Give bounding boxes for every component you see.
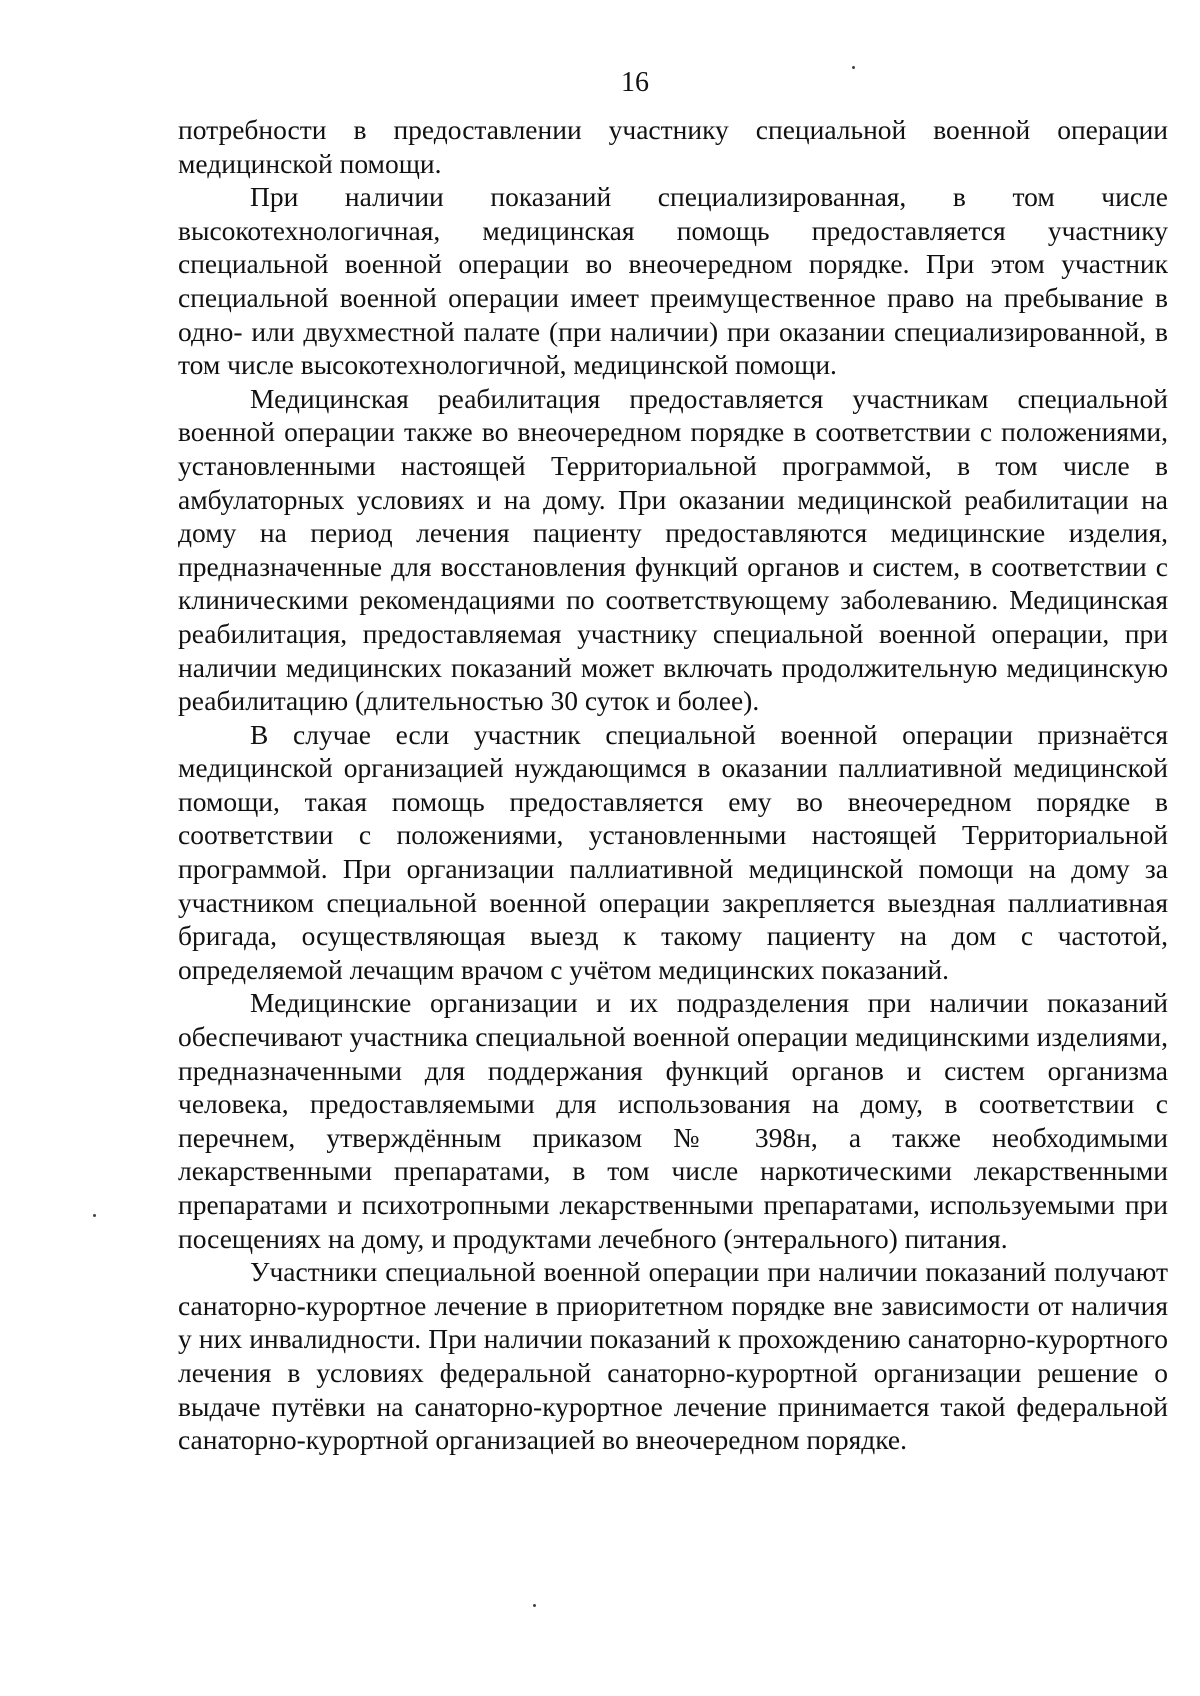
paragraph-medical-devices: Медицинские организации и их подразделения при наличии показаний обеспечивают участника специальной военной операции медицинскими изделиями, предназначенными для поддержания функций органов и систем организма человека, предоставляемыми для использования на дому, в соответствии с перечнем, утверждённым приказом № 398н, а также необходимыми лекарственными препаратами, в том числе наркотическими лекарственными препаратами и психотропными лекарственными препаратами, используемыми при посещениях на дому, и продуктами лечебного (энтерального) питания. [178,987,1168,1254]
paragraph-specialized-care: При наличии показаний специализированная, в том числе высокотехнологичная, медицинская помощь предоставляется участнику специальной военной операции во внеочередном порядке. При этом участник специальной военной операции имеет преимущественное право на пребывание в одно- или двухместной палате (при наличии) при оказании специализированной, в том числе высокотехнологичной, медицинской помощи. [178,181,1168,381]
paragraph-sanatorium-treatment: Участники специальной военной операции при наличии показаний получают санаторно-курортное лечение в приоритетном порядке вне зависимости от наличия у них инвалидности. При наличии показаний к прохождению санаторно-курортного лечения в условиях федеральной санаторно-курортной организации решение о выдаче путёвки на санаторно-курортное лечение принимается такой федеральной санаторно-курортной организацией во внеочередном порядке. [178,1256,1168,1456]
paragraph-palliative-care: В случае если участник специальной военной операции признаётся медицинской организацией нуждающимся в оказании паллиативной медицинской помощи, такая помощь предоставляется ему во внеочередном порядке в соответствии с положениями, установленными настоящей Территориальной программой. При организации паллиативной медицинской помощи на дому за участником специальной военной операции закрепляется выездная паллиативная бригада, осуществляющая выезд к такому пациенту на дом с частотой, определяемой лечащим врачом с учётом медицинских показаний. [178,718,1168,985]
scan-speck [533,1604,536,1607]
document-body [178,113,1168,1457]
scan-speck [852,66,855,69]
paragraph-continuation: потребности в предоставлении участнику специальной военной операции медицинской помощи. [178,114,1168,179]
page-number: 16 [621,67,649,98]
paragraph-rehabilitation: Медицинская реабилитация предоставляется участникам специальной военной операции также во внеочередном порядке в соответствии с положениями, установленными настоящей Территориальной программой, в том числе в амбулаторных условиях и на дому. При оказании медицинской реабилитации на дому на период лечения пациенту предоставляются медицинские изделия, предназначенные для восстановления функций органов и систем, в соответствии с клиническими рекомендациями по соответствующему заболеванию. Медицинская реабилитация, предоставляемая участнику специальной военной операции, при наличии медицинских показаний может включать продолжительную медицинскую реабилитацию (длительностью 30 суток и более). [178,382,1168,717]
scan-speck [93,1214,96,1217]
